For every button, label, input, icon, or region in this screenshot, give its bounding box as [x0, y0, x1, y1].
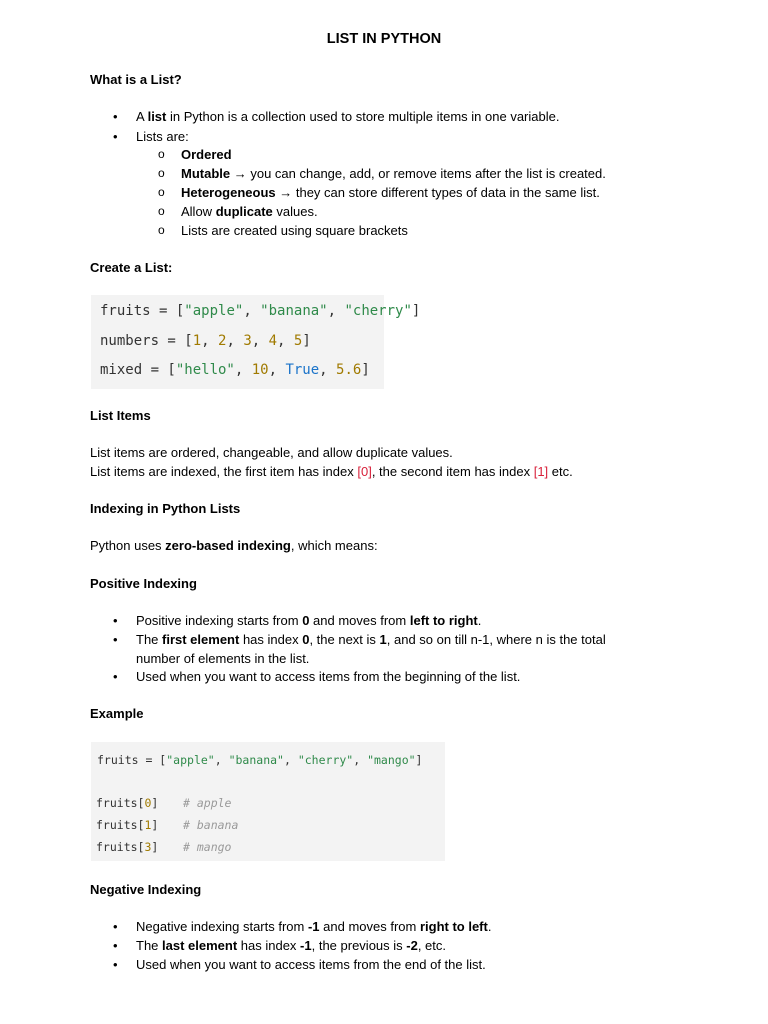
bullet-text: A list in Python is a collection used to store multiple items in one variable.	[136, 109, 560, 124]
items-paragraph: List items are indexed, the first item has index [0], the second item has index [1] etc.	[90, 464, 573, 479]
bullet-icon: •	[113, 613, 118, 628]
create-heading: Create a List:	[90, 260, 173, 275]
bullet-icon: •	[113, 919, 118, 934]
example-heading: Example	[90, 706, 144, 721]
bullet-icon: •	[113, 632, 118, 647]
bullet-icon: •	[113, 957, 118, 972]
bullet-text: The first element has index 0, the next is 1, and so on till n-1, where n is the total	[136, 632, 606, 647]
code-block-create	[91, 295, 421, 389]
code-block-example	[91, 742, 445, 861]
sub-bullet-text: Ordered	[181, 147, 232, 162]
code-comment: # apple	[183, 796, 232, 810]
bullet-icon: •	[113, 129, 118, 144]
code-line: fruits = ["apple", "banana", "cherry", "mango"]	[97, 753, 423, 767]
indexing-heading: Indexing in Python Lists	[90, 501, 241, 516]
bullet-text: Lists are:	[136, 129, 189, 144]
bullet-text: The last element has index -1, the previous is -2, etc.	[136, 938, 447, 953]
what-heading: What is a List?	[90, 72, 182, 87]
code-line: fruits[1]	[96, 818, 159, 832]
sub-bullet-icon: o	[158, 185, 165, 199]
bullet-text: Positive indexing starts from 0 and moves from left to right.	[136, 613, 482, 628]
items-heading: List Items	[90, 408, 151, 423]
bullet-text: Used when you want to access items from the beginning of the list.	[136, 669, 521, 684]
indexing-paragraph: Python uses zero-based indexing, which means:	[90, 538, 378, 553]
bullet-icon: •	[113, 938, 118, 953]
sub-bullet-text: Heterogeneous → they can store different types of data in the same list.	[181, 185, 600, 200]
code-line: fruits = ["apple", "banana", "cherry"]	[100, 303, 421, 319]
sub-bullet-text: Allow duplicate values.	[181, 204, 318, 219]
code-comment: # mango	[183, 840, 232, 854]
sub-bullet-text: Lists are created using square brackets	[181, 223, 408, 238]
sub-bullet-text: Mutable → you can change, add, or remove items after the list is created.	[181, 166, 606, 181]
code-line: fruits[3]	[96, 840, 159, 854]
bullet-text-continued: number of elements in the list.	[136, 651, 310, 666]
code-line: numbers = [1, 2, 3, 4, 5]	[100, 333, 311, 349]
code-line: fruits[0]	[96, 796, 159, 810]
sub-bullet-icon: o	[158, 204, 165, 218]
sub-bullet-icon: o	[158, 147, 165, 161]
code-comment: # banana	[183, 818, 239, 832]
bullet-icon: •	[113, 669, 118, 684]
positive-heading: Positive Indexing	[90, 576, 197, 591]
bullet-icon: •	[113, 109, 118, 124]
page-title: LIST IN PYTHON	[326, 31, 442, 47]
bullet-text: Negative indexing starts from -1 and moves from right to left.	[136, 919, 492, 934]
sub-bullet-icon: o	[158, 166, 165, 180]
items-paragraph: List items are ordered, changeable, and allow duplicate values.	[90, 445, 453, 460]
negative-heading: Negative Indexing	[90, 882, 202, 897]
sub-bullet-icon: o	[158, 223, 165, 237]
code-line: mixed = ["hello", 10, True, 5.6]	[100, 362, 370, 378]
bullet-text: Used when you want to access items from the end of the list.	[136, 957, 486, 972]
